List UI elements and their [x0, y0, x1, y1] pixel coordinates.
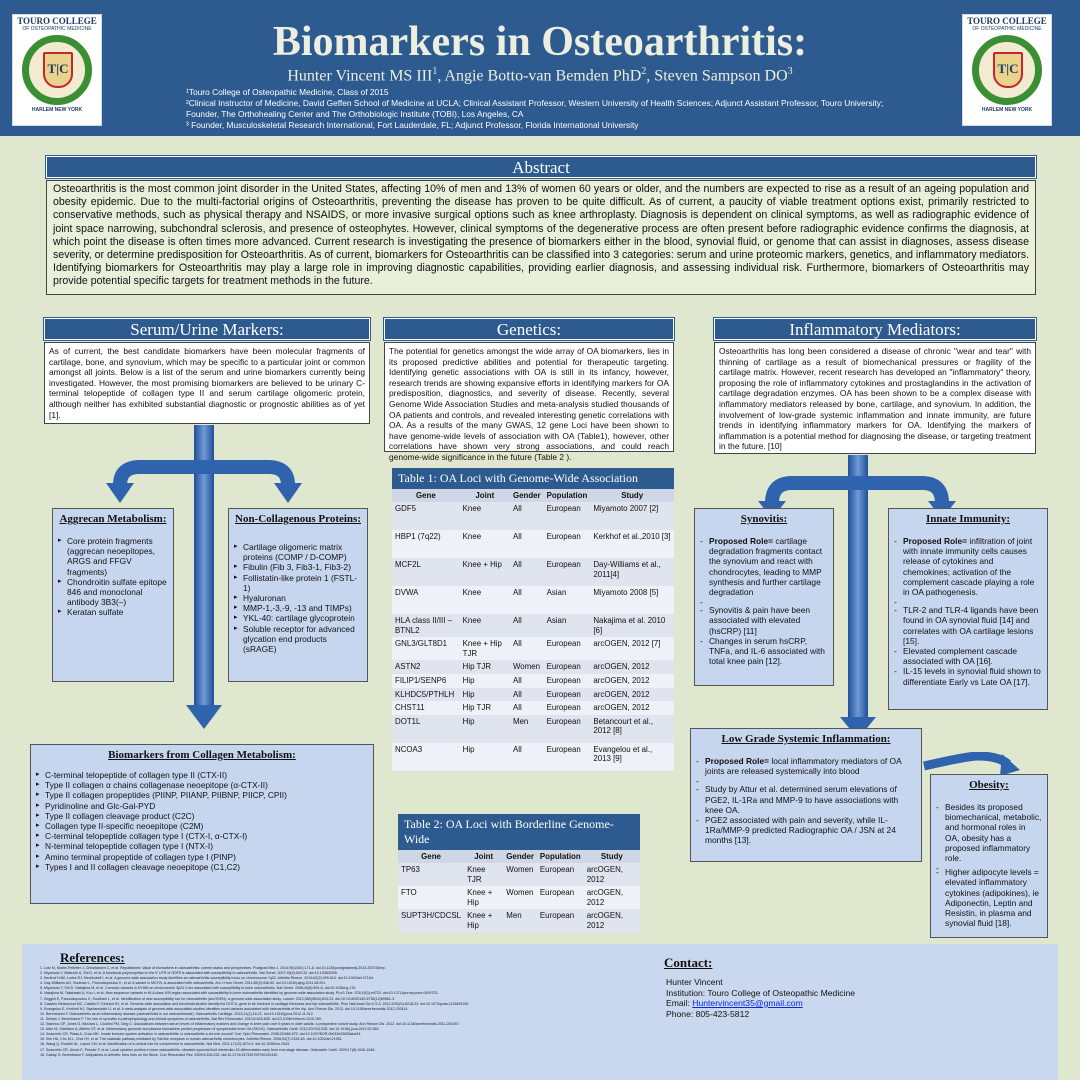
- list-item: ▸ C-terminal telopeptide of collagen type II (CTX-II): [36, 770, 368, 780]
- table-row: [392, 688, 674, 702]
- table-cell: Knee: [460, 502, 510, 530]
- innate-immunity-box: Innate Immunity: - Proposed Role= infiltration of joint with innate immunity cells causes release of cytokines and chemokines; activation of the complement cascade playing a role in OA pathogenesis. - - TLR-2 and TLR-4 ligands have been found in OA synovial fluid [14] and correlates with OA cartilage lesions [15]. - Elevated complement cascade associated with OA [16]. - IL-15 levels in synovial fluid shown to differentiate Early vs Late OA [17].: [888, 508, 1048, 710]
- abstract-text: Osteoarthritis is the most common joint disorder in the United States, affecting 10% of men and 13% of women 60 years or older, and the numbers are expected to rise as a result of an ageing population and obesity epidemic. Due to the multi-factorial origins of Osteoarthritis, preventing the disease has proven to be quite difficult. As of current, a paucity of viable treatment options exist, primarily restricted to conservative methods, such as physical therapy and NSAIDS, or more invasive surgical options such as knee arthroplasty. Diagnosis is dependent on clinical symptoms, as well as radiographic evidence of joint space narrowing, subchondral sclerosis, and presence of osteophytes. However, clinical symptoms of the degenerative process are often present before radiographic evidence confirms the diagnosis, at which point the disease is often times more advanced. Current research is investigating the presence of biomarkers either in the blood, synovial fluid, or genome that can assist in diagnoses, assess disease severity, or determine predisposition for Osteoarthritis. As of current, biomarkers for Osteoarthritis can be classified into 3 categories: serum and urine proteomic markers, genetics, and inflammatory mediators. Identifying biomarkers for Osteoarthritis may play a large role in improving diagnostic capabilities, providing earlier diagnosis, and assessing individual risk. Furthermore, biomarkers of Osteoarthritis may provide potential specific targets for treatment methods in the future.: [46, 180, 1036, 295]
- list-item: ▸ Keratan sulfate: [58, 607, 168, 617]
- reference-item: 11. Sellam J, Berenbaum F. The role of synovitis in pathophysiology and clinical symptoms of osteoarthritis. Nat Rev Rheumatol. 2010;6:625-635. doi:10.1038/nrrheum.2010.159.: [40, 1016, 322, 1021]
- inflammatory-heading: Inflammatory Mediators:: [714, 318, 1036, 340]
- list-item: ▸ Pyridinoline and Glc-Gal-PYD: [36, 801, 368, 811]
- list-item: - IL-15 levels in synovial fluid shown to differentiate Early vs Late OA [17].: [894, 666, 1042, 686]
- list-item: - Elevated complement cascade associated with OA [16].: [894, 646, 1042, 666]
- table-row: [392, 637, 674, 660]
- contact-info: Hunter Vincent Institution: Touro College of Osteopathic Medicine Email: Huntervincent35@gmail.com Phone: 805-423-5812: [666, 977, 856, 1019]
- poster-title: Biomarkers in Osteoarthritis:: [272, 19, 808, 65]
- reference-item: 18. Gabay O, Berenbaum F. Adipokines in Arthritis: New Kids on the Block. Curr Rheumatol Rev. 2009;5:226-232. doi:10.2174/157339709790192440.: [40, 1052, 279, 1057]
- table-cell: All: [510, 586, 544, 614]
- table-1: [392, 468, 674, 771]
- list-item: ▸ Types I and II collagen cleavage neoepitope (C1,C2): [36, 862, 368, 872]
- table-cell: Knee + Hip: [460, 558, 510, 586]
- reference-item: 8. Castaño Betancourt MC, Cailotto F, Kerkhof HJ, et al. Genome-wide association and functional studies identify the DOT1L gene to be involved in cartilage thickness and hip osteoarthritis. Proc Natl Acad Sci U S A. 2012;109(21):8218-23. doi:10.1073/pnas.1119899109.: [40, 1001, 470, 1006]
- table-cell: NCOA3: [392, 743, 460, 771]
- table-cell: Knee: [460, 530, 510, 558]
- table-cell: European: [537, 886, 584, 909]
- table-cell: European: [544, 558, 591, 586]
- table-cell: European: [544, 743, 591, 771]
- non-collagenous-proteins-box: Non-Collagenous Proteins: ▸ Cartilage oligomeric matrix proteins (COMP / D-COMP) ▸ Fibulin (Fib 3, Fib3-1, Fib3-2) ▸ Follistatin-like protein 1 (FSTL-1) ▸ Hyaluronan ▸ MMP-1,-3,-9, -13 and TIMPs) ▸ YKL-40: cartilage glycoprotein ▸ Soluble receptor for advanced glycation end products (sRAGE): [228, 508, 368, 682]
- list-item: ▸ Chondroitin sulfate epitope 846 and monoclonal antibody 3B3(–): [58, 577, 168, 608]
- shield-icon: T|C: [993, 52, 1023, 88]
- table-cell: Men: [510, 715, 544, 743]
- author-list: Hunter Vincent MS III$^1$, Angie Botto-van Bemden PhD$^2$, Steven Sampson $DO^3$: [287, 66, 793, 85]
- table-cell: Hip: [460, 743, 510, 771]
- table-2-title: Table 2: OA Loci with Borderline Genome-Wide: [398, 814, 640, 850]
- list-item: ▸ N-terminal telopeptide collagen type I (NTX-I): [36, 841, 368, 851]
- table-cell: Women: [503, 863, 537, 886]
- collagen-metabolism-box: Biomarkers from Collagen Metabolism: ▸ C-terminal telopeptide of collagen type II (CTX-II) ▸ Type II collagen α chains collagenase neoepitope (α-CTX-II) ▸ Type II collagen propeptides (PIINP, PIIANP, PIIBNP, PIICP, CPII) ▸ Pyridinoline and Glc-Gal-PYD ▸ Type II collagen cleavage product (C2C) ▸ Collagen type II-specific neoepitope (C2M) ▸ C-terminal telopeptide collagen type I (CTX-I, α-CTX-I) ▸ N-terminal telopeptide collagen type I (NTX-I) ▸ Amino terminal propeptide of collagen type I (PINP) ▸ Types I and II collagen cleavage neoepitope (C1,C2): [30, 744, 374, 904]
- reference-item: 4. Day-Williams AG, Southam L, Panoutsopoulou K, et al. A variant in MCF2L is associated with osteoarthritis. Am J Hum Genet. 2011;89(3):446-50. doi:10.1016/j.ajhg.2011.08.001.: [40, 981, 327, 986]
- table-cell: arcOGEN, 2012: [590, 660, 674, 674]
- table-cell: All: [510, 688, 544, 702]
- table-cell: Knee: [460, 614, 510, 637]
- list-item: - Proposed Role= cartilage degradation fragments contact the synovium and react with chondrocytes, leading to MMP synthesis and further cartilage degradation: [700, 536, 828, 597]
- table-cell: KLHDC5/PTHLH: [392, 688, 460, 702]
- table-cell: European: [544, 637, 591, 660]
- table-cell: Day-Williams et al., 2011[4]: [590, 558, 674, 586]
- table-cell: Asian: [544, 586, 591, 614]
- table-1-header-cell: Study: [590, 489, 674, 502]
- reference-item: 14. Scanzello CR, Plaas A, Crow MK. Innate immune system activation in osteoarthritis: is osteoarthritis a chronic wound? Curr Opin Rheumatol. 2008;20:565-572. doi:10.1097/BOR.0b013e32830aba34.: [40, 1032, 362, 1037]
- table-cell: All: [510, 637, 544, 660]
- aggrecan-metabolism-box: Aggrecan Metabolism: ▸ Core protein fragments (aggrecan neoepitopes, ARGS and FFGV fragments) ▸ Chondroitin sulfate epitope 846 and monoclonal antibody 3B3(–) ▸ Keratan sulfate: [52, 508, 174, 682]
- list-item: - Higher adipocyte levels = elevated inflammatory cytokines (adipokines), ie Adiponectin, Leptin and Resistin, in plasma and synovial fluid [18].: [936, 867, 1042, 928]
- table-cell: MCF2L: [392, 558, 460, 586]
- obesity-box: Obesity: - Besides its proposed biomechanical, metabolic, and hormonal roles in OA, obesity has a proposed inflammatory role. - - Higher adipocyte levels = elevated inflammatory cytokines (adipokines), ie Adiponectin, Leptin and Resistin, in plasma and synovial fluid [18].: [930, 774, 1048, 938]
- list-item: ▸ Amino terminal propeptide of collagen type I (PINP): [36, 852, 368, 862]
- reference-item: 16. Wang Q, Rozelle AL, Lepus CM, et al. Identification of a central role for complement in osteoarthritis. Nat Med. 2011;17(12):1674-9. doi:10.1038/nm.2543.: [40, 1042, 291, 1047]
- table-cell: Hip: [460, 715, 510, 743]
- list-item: - Synovitis & pain have been associated with elevated (hsCRP) [11]: [700, 605, 828, 636]
- table-cell: All: [510, 701, 544, 715]
- table-row: [392, 715, 674, 743]
- table-cell: All: [510, 743, 544, 771]
- laurel-wreath-icon: [22, 35, 92, 105]
- serum-urine-text: As of current, the best candidate biomarkers have been molecular fragments of cartilage, bone, and synovium, which may be specific to a particular joint or common amongst all joints. Below is a list of the serum and urine biomarkers currently being investigated. However, the most promising biomarkers are believed to be urinary C-terminal telopeptide of collagen type II and serum cartilage oligomeric protein, although neither has exhibited substantial diagnostic or prognostic abilities as of yet [1].: [44, 342, 370, 424]
- table-2-grid: [398, 850, 640, 933]
- table-cell: European: [537, 863, 584, 886]
- table-cell: European: [544, 502, 591, 530]
- reference-item: 17. Scanzello CR, Umoh E, Pessler F, et al. Local cytokine profiles in knee osteoarthritis: elevated synovial fluid interleukin-15 differentiates early from end-stage disease. Osteoarthr Cartil. 2009;17(8):1040-1048.: [40, 1047, 376, 1052]
- reference-item: 3. Kerkhof HJM, Lories RJ, Meulenbelt I, et al. A genome-wide association study identifies an osteoarthritis susceptibility locus on chromosome 7q22. Arthritis Rheum. 2010;62(2):499-510. doi:10.1002/art.27184.: [40, 976, 374, 981]
- table-row: [398, 909, 640, 932]
- table-row: [392, 660, 674, 674]
- table-row: [392, 674, 674, 688]
- list-item: ▸ Collagen type II-specific neoepitope (C2M): [36, 821, 368, 831]
- table-cell: European: [544, 674, 591, 688]
- table-cell: Hip TJR: [460, 701, 510, 715]
- reference-item: 12. Stannus OP, Jones G, Blizzard L, Cicuttini FM, Ding C. Associations between serum levels of inflammatory markers and change in knee pain over 5 years in older adults: a prospective cohort study. Ann Rheum Dis. 2012. doi:10.1136/annrheumdis-2011-201047.: [40, 1022, 460, 1027]
- list-item: ▸ Fibulin (Fib 3, Fib3-1, Fib3-2): [234, 562, 362, 572]
- reference-item: 7. Zeggini E, Panoutsopoulou K, Southam L, et al. Identification of new susceptibility loci for osteoarthritis (arcOGEN): a genome-wide association study. Lancet. 2012;380(9844):815-23. doi:10.1016/S0140-6736(12)60681-3.: [40, 996, 396, 1001]
- table-cell: arcOGEN, 2012: [584, 909, 640, 932]
- table-cell: European: [544, 701, 591, 715]
- table-cell: All: [510, 614, 544, 637]
- list-item: - TLR-2 and TLR-4 ligands have been found in OA synovial fluid [14] and correlates with OA cartilage lesions [15].: [894, 605, 1042, 646]
- table-row: [392, 530, 674, 558]
- table-1-title: Table 1: OA Loci with Genome-Wide Association: [392, 468, 674, 489]
- table-cell: Nakajima et al. 2010 [6]: [590, 614, 674, 637]
- table-cell: arcOGEN, 2012: [584, 863, 640, 886]
- table-cell: Knee TJR: [464, 863, 503, 886]
- table-cell: CHST11: [392, 701, 460, 715]
- reference-item: 15. Kim HA, Cho M-L, Choi HY, et al. The catabolic pathway mediated by Toll-like receptors in human osteoarthritic chondrocytes. Arthritis Rheum. 2006;54(7):2152-63. doi:10.1002/art.21951.: [40, 1037, 343, 1042]
- table-cell: TP63: [398, 863, 464, 886]
- reference-item: 9. Evangelou E, Kerkhof HJ, Styrkarsdottir U, et al. A meta-analysis of genome-wide association studies identifies novel variants associated with osteoarthritis of the hip. Ann Rheum Dis. 2013. doi:10.1136/annrheumdis-2012-203114.: [40, 1006, 409, 1011]
- table-cell: European: [544, 530, 591, 558]
- table-cell: All: [510, 674, 544, 688]
- table-cell: European: [544, 688, 591, 702]
- table-cell: All: [510, 502, 544, 530]
- table-1-header-cell: Joint: [460, 489, 510, 502]
- table-cell: arcOGEN, 2012: [590, 701, 674, 715]
- list-item: ▸ MMP-1,-3,-9, -13 and TIMPs): [234, 603, 362, 613]
- low-grade-inflammation-box: Low Grade Systemic Inflammation: - Proposed Role= local inflammatory mediators of OA joints are released systemically into blood - - Study by Attur et al. determined serum elevations of PGE2, IL-1Ra and MMP-9 to have associations with knee OA. - PGE2 associated with pain and severity, while IL-1Ra/MMP-9 predicted Radiographic OA / JSN at 24 months [13].: [690, 728, 922, 862]
- table-cell: HLA class II/III – BTNL2: [392, 614, 460, 637]
- table-2-header-cell: Joint: [464, 850, 503, 863]
- reference-item: 13. Attur M, Statnikov A, Aliferis CF, et al. Inflammatory genomic and plasma biomarkers predict progression of symptomatic knee OA (SKOA). Osteoarthritis Cartil. 2012;20:S34-S35. doi:10.1016/j.joca.2012.02.562.: [40, 1027, 380, 1032]
- table-2-header-cell: Gene: [398, 850, 464, 863]
- table-row: [392, 701, 674, 715]
- list-item: - PGE2 associated with pain and severity, while IL-1Ra/MMP-9 predicted Radiographic OA / JSN at 24 months [13].: [696, 815, 916, 846]
- table-2: [398, 814, 640, 933]
- email-link[interactable]: Huntervincent35@gmail.com: [692, 998, 803, 1008]
- reference-item: 2. Miyamoto Y, Mabuchi A, Shi D, et al. A functional polymorphism in the 5' UTR of GDF5 is associated with susceptibility to osteoarthritis. Nat Genet. 2007;39(4):529-33. doi:10.1038/2005.: [40, 971, 338, 976]
- table-cell: European: [544, 660, 591, 674]
- table-row: [392, 586, 674, 614]
- table-cell: Miyamoto 2008 [5]: [590, 586, 674, 614]
- table-1-header-cell: Population: [544, 489, 591, 502]
- list-item: ▸ Type II collagen α chains collagenase neoepitope (α-CTX-II): [36, 780, 368, 790]
- table-cell: FTO: [398, 886, 464, 909]
- table-cell: arcOGEN, 2012: [590, 674, 674, 688]
- list-item: ▸ Soluble receptor for advanced glycation end products (sRAGE): [234, 624, 362, 655]
- table-row: [398, 886, 640, 909]
- table-cell: Knee + Hip TJR: [460, 637, 510, 660]
- table-cell: Men: [503, 909, 537, 932]
- list-item: ▸ Type II collagen cleavage product (C2C): [36, 811, 368, 821]
- table-cell: HBP1 (7q22): [392, 530, 460, 558]
- table-1-header-cell: Gene: [392, 489, 460, 502]
- list-item: ▸ Type II collagen propeptides (PIINP, PIIANP, PIIBNP, PIICP, CPII): [36, 790, 368, 800]
- college-logo-left: TOURO COLLEGE OF OSTEOPATHIC MEDICINE T|C HARLEM NEW YORK: [12, 14, 102, 126]
- synovitis-box: Synovitis: - Proposed Role= cartilage degradation fragments contact the synovium and react with chondrocytes, leading to MMP synthesis and further cartilage degradation - - Synovitis & pain have been associated with elevated (hsCRP) [11] - Changes in serum hsCRP, TNFa, and IL-6 associated with total knee pain [12].: [694, 508, 834, 686]
- table-cell: DOT1L: [392, 715, 460, 743]
- list-item: - Study by Attur et al. determined serum elevations of PGE2, IL-1Ra and MMP-9 to have associations with knee OA.: [696, 784, 916, 815]
- table-cell: GNL3/GLT8D1: [392, 637, 460, 660]
- table-cell: GDF5: [392, 502, 460, 530]
- reference-item: 6. Nakajima M, Takahashi A, Kou I, et al. New sequence variants in HLA class II/III region associated with susceptibility to knee osteoarthritis identified by genome-wide association study. PLoS One. 2010;5(3):e9723. doi:10.1371/journal.pone.0009723.: [40, 991, 439, 996]
- genetics-text: The potential for genetics amongst the wide array of OA biomarkers, lies in its proposed predictive abilities and potential for therapeutic targeting. Identifying genetic associations with OA is still in its infancy, however, research trends are showing expansive efforts in identifying markers for OA predisposition, diagnostics, and severity of disease. Recently, several Genome Wide Association Studies and meta-analysis studied thousands of OA patients and controls, and revealed interesting genetic correlations with OA. As a results of the many GWAS, 12 gene Loci have been shown to have genome-wide levels of association with OA (Table1), however, other correlations have shown very strong associations, and could reach genome-wide significance in the future (Table 2 ).: [384, 342, 674, 452]
- list-item: - Besides its proposed biomechanical, metabolic, and hormonal roles in OA, obesity has a proposed inflammatory role.: [936, 802, 1042, 863]
- table-row: [392, 502, 674, 530]
- table-cell: Miyamoto 2007 [2]: [590, 502, 674, 530]
- table-cell: Kerkhof et al.,2010 [3]: [590, 530, 674, 558]
- table-cell: arcOGEN, 2012 [7]: [590, 637, 674, 660]
- table-cell: Hip: [460, 688, 510, 702]
- table-cell: European: [537, 909, 584, 932]
- table-cell: SUPT3H/CDCSL: [398, 909, 464, 932]
- list-item: ▸ YKL-40: cartilage glycoprotein: [234, 613, 362, 623]
- college-logo-right: TOURO COLLEGE OF OSTEOPATHIC MEDICINE T|C HARLEM NEW YORK: [962, 14, 1052, 126]
- shield-icon: T|C: [43, 52, 73, 88]
- table-cell: Hip: [460, 674, 510, 688]
- reference-item: 10. Berenbaum F. Osteoarthritis as an inflammatory disease (osteoarthritis is not osteoarthrosis!). Osteoarthritis Cartilage. 2013;21(1):16-21. doi:10.1016/j.joca.2012.11.012.: [40, 1011, 314, 1016]
- table-cell: ASTN2: [392, 660, 460, 674]
- table-cell: European: [544, 715, 591, 743]
- table-row: [392, 743, 674, 771]
- list-item: - Proposed Role= infiltration of joint with innate immunity cells causes release of cytokines and chemokines; activation of the complement cascade playing a role in OA pathogenesis.: [894, 536, 1042, 597]
- table-cell: Women: [503, 886, 537, 909]
- table-row: [398, 863, 640, 886]
- list-item: ▸ Cartilage oligomeric matrix proteins (COMP / D-COMP): [234, 542, 362, 562]
- table-1-grid: [392, 489, 674, 771]
- serum-urine-heading: Serum/Urine Markers:: [44, 318, 370, 340]
- reference-item: 5. Miyamoto Y, Shi D, Nakajima M, et al. Common variants in DVWA on chromosome 3p24.3 are associated with susceptibility to knee osteoarthritis. Nat Genet. 2008;40(8):994-8. doi:10.1038/ng.176.: [40, 986, 357, 991]
- list-item: ▸ Follistatin-like protein 1 (FSTL-1): [234, 573, 362, 593]
- table-cell: Hip TJR: [460, 660, 510, 674]
- table-cell: Evangelou et al., 2013 [9]: [590, 743, 674, 771]
- inflammatory-text: Osteoarthritis has long been considered a disease of chronic "wear and tear" with thinning of cartilage as a result of biomechanical pressures or fragility of the cartilage matrix. However, recent research has developed an "inflammatory" theory, proposing the role of inflammatory cytokines and prostaglandins in the activation of cartilage degradation enzymes. OA has been shown to be a complex disease with inflammatory mediators released by bone, cartilage, and synovium. In addition, the involvement of low-grade systemic inflammation and innate immunity, are future trends in identifying inflammatory markers for OA. Identifying the markers of inflammation is a potential method for diagnosing the disease, or targeting treatment in the future. [10]: [714, 342, 1036, 454]
- abstract-heading: Abstract: [46, 156, 1036, 178]
- list-item: ▸ Hyaluronan: [234, 593, 362, 603]
- table-2-header-cell: Gender: [503, 850, 537, 863]
- table-row: [392, 558, 674, 586]
- contact-heading: Contact:: [664, 955, 713, 970]
- table-1-header-cell: Gender: [510, 489, 544, 502]
- table-cell: arcOGEN, 2012: [590, 688, 674, 702]
- table-cell: All: [510, 558, 544, 586]
- laurel-wreath-icon: [972, 35, 1042, 105]
- table-cell: All: [510, 530, 544, 558]
- table-row: [392, 614, 674, 637]
- reference-item: 1. Lotz M, Martel-Pelletier J, Christiansen C, et al. Republished: Value of biomarkers in osteoarthritis: current status and perspectives. Postgrad Med J. 2014;90(1061):171-8. doi:10.1136/postgradmedj-2013-203726rep.: [40, 966, 386, 970]
- table-cell: FILIP1/SENP6: [392, 674, 460, 688]
- list-item: ▸ Core protein fragments (aggrecan neoepitopes, ARGS and FFGV fragments): [58, 536, 168, 577]
- affiliations: ¹Touro College of Osteopathic Medicine, Class of 2015 ²Clinical Instructor of Medicine, David Geffen School of Medicine at UCLA; Clinical Assistant Professor, Western University of Health Sciences; Adjunct Assistant Professor, Touro University; Founder, The Orthohealing Center and The Orthobiologic Institute (TOBI), Los Angeles, CA ³ Founder, Musculoskeletal Research International, Fort Lauderdale, FL; Adjunct Professor, Florida International University: [186, 87, 884, 130]
- table-2-header-cell: Population: [537, 850, 584, 863]
- table-cell: Asian: [544, 614, 591, 637]
- table-cell: Women: [510, 660, 544, 674]
- table-cell: Betancourt et al., 2012 [8]: [590, 715, 674, 743]
- references-heading: References:: [60, 950, 125, 965]
- list-item: - Proposed Role= local inflammatory mediators of OA joints are released systemically into blood: [696, 756, 916, 776]
- table-2-header-cell: Study: [584, 850, 640, 863]
- table-cell: Knee + Hip: [464, 909, 503, 932]
- table-cell: Knee + Hip: [464, 886, 503, 909]
- table-cell: Knee: [460, 586, 510, 614]
- list-item: ▸ C-terminal telopeptide collagen type I (CTX-I, α-CTX-I): [36, 831, 368, 841]
- list-item: - Changes in serum hsCRP, TNFa, and IL-6 associated with total knee pain [12].: [700, 636, 828, 667]
- genetics-heading: Genetics:: [384, 318, 674, 340]
- table-cell: arcOGEN, 2012: [584, 886, 640, 909]
- references-list: [40, 966, 510, 1058]
- table-cell: DVWA: [392, 586, 460, 614]
